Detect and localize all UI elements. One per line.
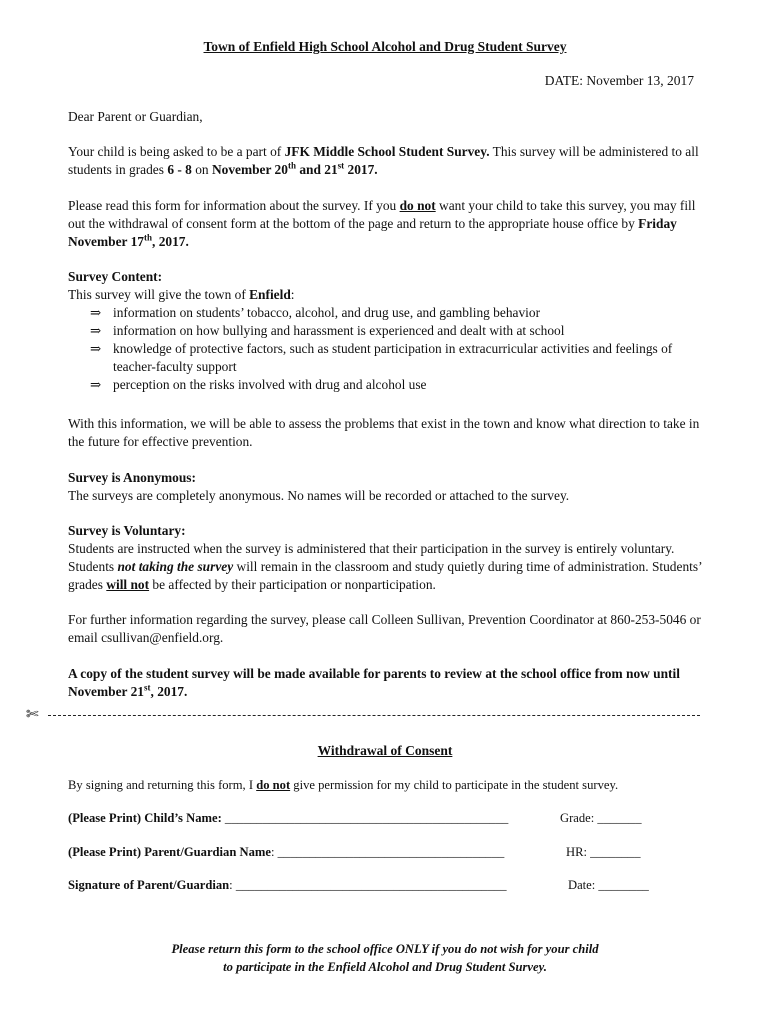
cut-line: [26, 706, 700, 724]
survey-content-section: [68, 268, 708, 394]
section-heading: Survey is Voluntary:: [68, 523, 186, 538]
voluntary-section: Survey is Voluntary: Students are instructed when the survey is administered that their participation in the survey is entirely voluntary. Students not taking the survey will remain in the classroom and study quietly during time of administration. Students’ grades will not be affected by their participation or nonparticipation.: [68, 522, 708, 594]
arrow-icon: ⇒: [90, 341, 102, 356]
assess-paragraph: With this information, we will be able to assess the problems that exist in the town and know what direction to take in the future for effective prevention.: [68, 416, 700, 449]
list-item: ⇒ information on students’ tobacco, alcohol, and drug use, and gambling behavior: [90, 305, 541, 320]
list-item: ⇒ knowledge of protective factors, such as student participation in extracurricular activities and feelings of teacher-faculty support: [90, 341, 673, 374]
instructions-paragraph: Please read this form for information about the survey. If you do not want your child to take this survey, you may fill out the withdrawal of consent form at the bottom of the page and return to the appropriate house office by Friday November 17th, 2017.: [68, 198, 696, 249]
footer-note: Please return this form to the school office ONLY if you do not wish for your child to participate in the Enfield Alcohol and Drug Student Survey.: [171, 942, 599, 974]
child-name-label: (Please Print) Child’s Name:: [68, 811, 222, 825]
letter-date: DATE: November 13, 2017: [544, 73, 694, 88]
document-title: Town of Enfield High School Alcohol and Drug Student Survey: [203, 39, 567, 54]
hr-field[interactable]: HR: ________: [566, 845, 641, 859]
anonymous-section: Survey is Anonymous: The surveys are completely anonymous. No names will be recorded or attached to the survey.: [68, 469, 708, 505]
signature-row: [68, 876, 708, 894]
withdrawal-statement: By signing and returning this form, I do not give permission for my child to participate in the student survey.: [68, 778, 619, 792]
further-info-paragraph: For further information regarding the survey, please call Colleen Sullivan, Prevention Coordinator at 860-253-5046 or email csullivan@enfield.org.: [68, 612, 701, 645]
signature-label: Signature of Parent/Guardian: [68, 878, 230, 892]
intro-paragraph: Your child is being asked to be a part of JFK Middle School Student Survey. This survey will be administered to all students in grades 6 - 8 on November 20th and 21st 2017.: [68, 144, 699, 177]
list-item: ⇒ information on how bullying and harassment is experienced and dealt with at school: [90, 323, 565, 338]
date-field[interactable]: Date: ________: [568, 878, 649, 892]
section-heading: Survey Content:: [68, 269, 163, 284]
signature-field[interactable]: : ___________________________________________: [229, 878, 507, 892]
section-lead: This survey will give the town of Enfield:: [68, 287, 295, 302]
parent-name-label: (Please Print) Parent/Guardian Name: [68, 845, 271, 859]
parent-name-row: [68, 843, 708, 861]
arrow-icon: ⇒: [90, 323, 102, 338]
content-list: [68, 304, 708, 394]
arrow-icon: ⇒: [90, 377, 102, 392]
child-name-field[interactable]: _____________________________________________: [221, 811, 509, 825]
scissors-icon: ✄: [26, 707, 39, 723]
copy-notice: A copy of the student survey will be made available for parents to review at the school office from now until November 21st, 2017.: [68, 666, 680, 699]
section-heading: Survey is Anonymous:: [68, 470, 196, 485]
grade-field[interactable]: Grade: _______: [560, 811, 642, 825]
salutation: Dear Parent or Guardian,: [68, 109, 203, 124]
arrow-icon: ⇒: [90, 305, 102, 320]
list-item: ⇒ perception on the risks involved with drug and alcohol use: [90, 377, 427, 392]
child-name-row: [68, 809, 708, 827]
withdrawal-title: Withdrawal of Consent: [317, 743, 453, 758]
dashed-divider: [48, 715, 700, 716]
parent-name-field[interactable]: : ____________________________________: [270, 845, 505, 859]
